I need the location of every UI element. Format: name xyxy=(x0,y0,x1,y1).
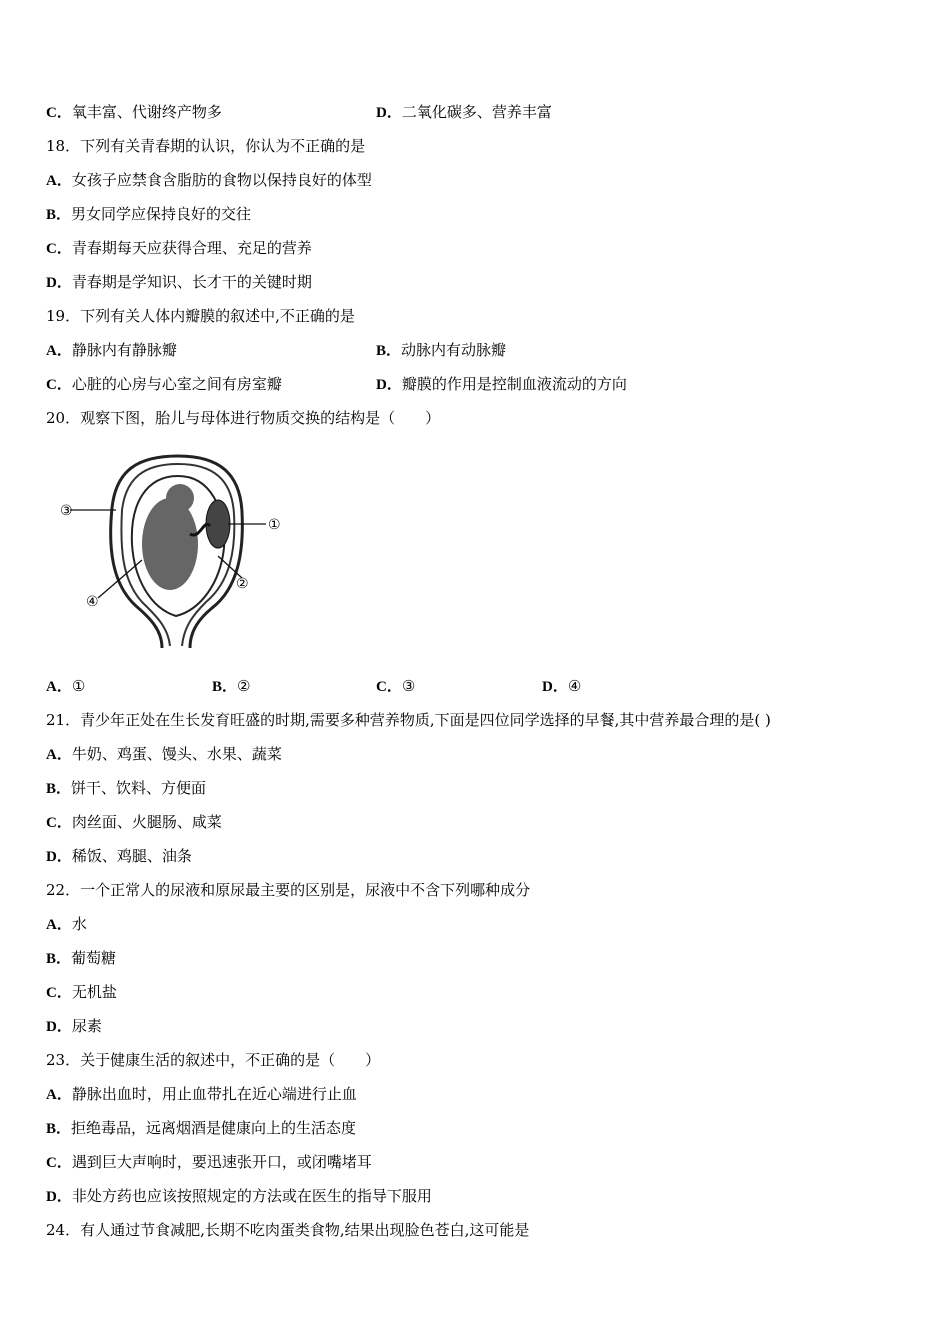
option-text: 尿素 xyxy=(71,1017,102,1035)
option-text: 男女同学应保持良好的交往 xyxy=(71,205,252,223)
option-text: 饼干、饮料、方便面 xyxy=(71,779,207,797)
q22-stem: 22．一个正常人的尿液和原尿最主要的区别是，尿液中不含下列哪种成分 xyxy=(46,881,531,899)
option-letter: B． xyxy=(46,1121,72,1137)
q22-option-b xyxy=(46,948,116,969)
option-text: 女孩子应禁食含脂肪的食物以保持良好的体型 xyxy=(71,171,372,189)
q20-stem: 20．观察下图，胎儿与母体进行物质交换的结构是（ ） xyxy=(46,409,441,427)
label-4: ④ xyxy=(86,594,99,610)
option-letter: C． xyxy=(376,679,402,695)
q19-option-b xyxy=(376,340,506,361)
option-letter: A． xyxy=(46,679,72,695)
q22-option-a xyxy=(46,914,87,935)
option-letter: C． xyxy=(46,105,72,121)
q24-stem: 24．有人通过节食减肥,长期不吃肉蛋类食物,结果出现脸色苍白,这可能是 xyxy=(46,1221,530,1239)
option-text: ② xyxy=(237,677,251,695)
option-letter: A． xyxy=(46,173,72,189)
q22-option-d xyxy=(46,1016,102,1037)
option-text: 青春期是学知识、长才干的关键时期 xyxy=(71,273,312,291)
q20-option-d xyxy=(542,676,581,697)
option-text: 瓣膜的作用是控制血液流动的方向 xyxy=(401,375,627,393)
option-text: 水 xyxy=(71,915,87,933)
q18-option-c xyxy=(46,238,312,259)
q20-option-b xyxy=(212,676,250,697)
option-letter: D． xyxy=(376,105,402,121)
q23-option-c xyxy=(46,1152,372,1173)
option-letter: D． xyxy=(542,679,568,695)
option-text: 静脉内有静脉瓣 xyxy=(71,341,177,359)
option-text: 无机盐 xyxy=(71,983,117,1001)
option-letter: D． xyxy=(46,849,72,865)
q21-option-a xyxy=(46,744,282,765)
q18-option-b xyxy=(46,204,251,225)
uterus-fetus-diagram xyxy=(50,448,290,653)
q19-option-a xyxy=(46,340,177,361)
option-text: ③ xyxy=(401,677,416,695)
q20-option-c xyxy=(376,676,415,697)
option-text: 牛奶、鸡蛋、馒头、水果、蔬菜 xyxy=(71,745,282,763)
option-text: ① xyxy=(71,677,86,695)
option-letter: C． xyxy=(46,1155,72,1171)
q21-stem: 21．青少年正处在生长发育旺盛的时期,需要多种营养物质,下面是四位同学选择的早餐,其中营养最合理的是( ) xyxy=(46,711,771,729)
option-text: 葡萄糖 xyxy=(71,949,117,967)
q20-option-a xyxy=(46,676,85,697)
fetus-body xyxy=(142,498,198,590)
label-3: ③ xyxy=(60,503,73,519)
option-letter: A． xyxy=(46,747,72,763)
option-text: 肉丝面、火腿肠、咸菜 xyxy=(71,813,222,831)
q21-option-c xyxy=(46,812,222,833)
q21-option-d xyxy=(46,846,192,867)
option-letter: B． xyxy=(376,343,402,359)
q19-option-c xyxy=(46,374,282,395)
option-text: 氧丰富、代谢终产物多 xyxy=(71,103,222,121)
option-text: 稀饭、鸡腿、油条 xyxy=(71,847,192,865)
q17-option-d xyxy=(376,102,552,123)
option-letter: A． xyxy=(46,343,72,359)
q23-stem: 23．关于健康生活的叙述中，不正确的是（ ） xyxy=(46,1051,381,1069)
option-letter: B． xyxy=(46,207,72,223)
q22-option-c xyxy=(46,982,117,1003)
q18-option-a xyxy=(46,170,372,191)
fetus-figure xyxy=(50,448,290,653)
option-letter: D． xyxy=(46,1019,72,1035)
option-letter: C． xyxy=(46,241,72,257)
fetus-head xyxy=(166,484,194,512)
q19-option-d xyxy=(376,374,627,395)
option-text: 拒绝毒品，远离烟酒是健康向上的生活态度 xyxy=(71,1119,357,1137)
option-letter: D． xyxy=(46,275,72,291)
q21-option-b xyxy=(46,778,206,799)
option-letter: C． xyxy=(46,815,72,831)
label-2: ② xyxy=(236,576,249,592)
option-letter: B． xyxy=(46,781,72,797)
option-letter: D． xyxy=(376,377,402,393)
option-text: 动脉内有动脉瓣 xyxy=(401,341,507,359)
q23-option-b xyxy=(46,1118,356,1139)
q23-option-d xyxy=(46,1186,432,1207)
option-text: 心脏的心房与心室之间有房室瓣 xyxy=(71,375,282,393)
option-letter: C． xyxy=(46,377,72,393)
option-letter: C． xyxy=(46,985,72,1001)
option-text: 青春期每天应获得合理、充足的营养 xyxy=(71,239,312,257)
option-text: 非处方药也应该按照规定的方法或在医生的指导下服用 xyxy=(71,1187,432,1205)
option-letter: A． xyxy=(46,1087,72,1103)
option-text: ④ xyxy=(567,677,582,695)
label-1: ① xyxy=(268,517,281,533)
option-text: 二氧化碳多、营养丰富 xyxy=(401,103,552,121)
q18-option-d xyxy=(46,272,312,293)
q18-stem: 18．下列有关青春期的认识，你认为不正确的是 xyxy=(46,137,366,155)
option-text: 静脉出血时，用止血带扎在近心端进行止血 xyxy=(71,1085,357,1103)
option-text: 遇到巨大声响时，要迅速张开口，或闭嘴堵耳 xyxy=(71,1153,372,1171)
option-letter: D． xyxy=(46,1189,72,1205)
option-letter: B． xyxy=(46,951,72,967)
option-letter: A． xyxy=(46,917,72,933)
q19-stem: 19．下列有关人体内瓣膜的叙述中,不正确的是 xyxy=(46,307,355,325)
option-letter: B． xyxy=(212,679,238,695)
q23-option-a xyxy=(46,1084,357,1105)
q17-option-c xyxy=(46,102,222,123)
